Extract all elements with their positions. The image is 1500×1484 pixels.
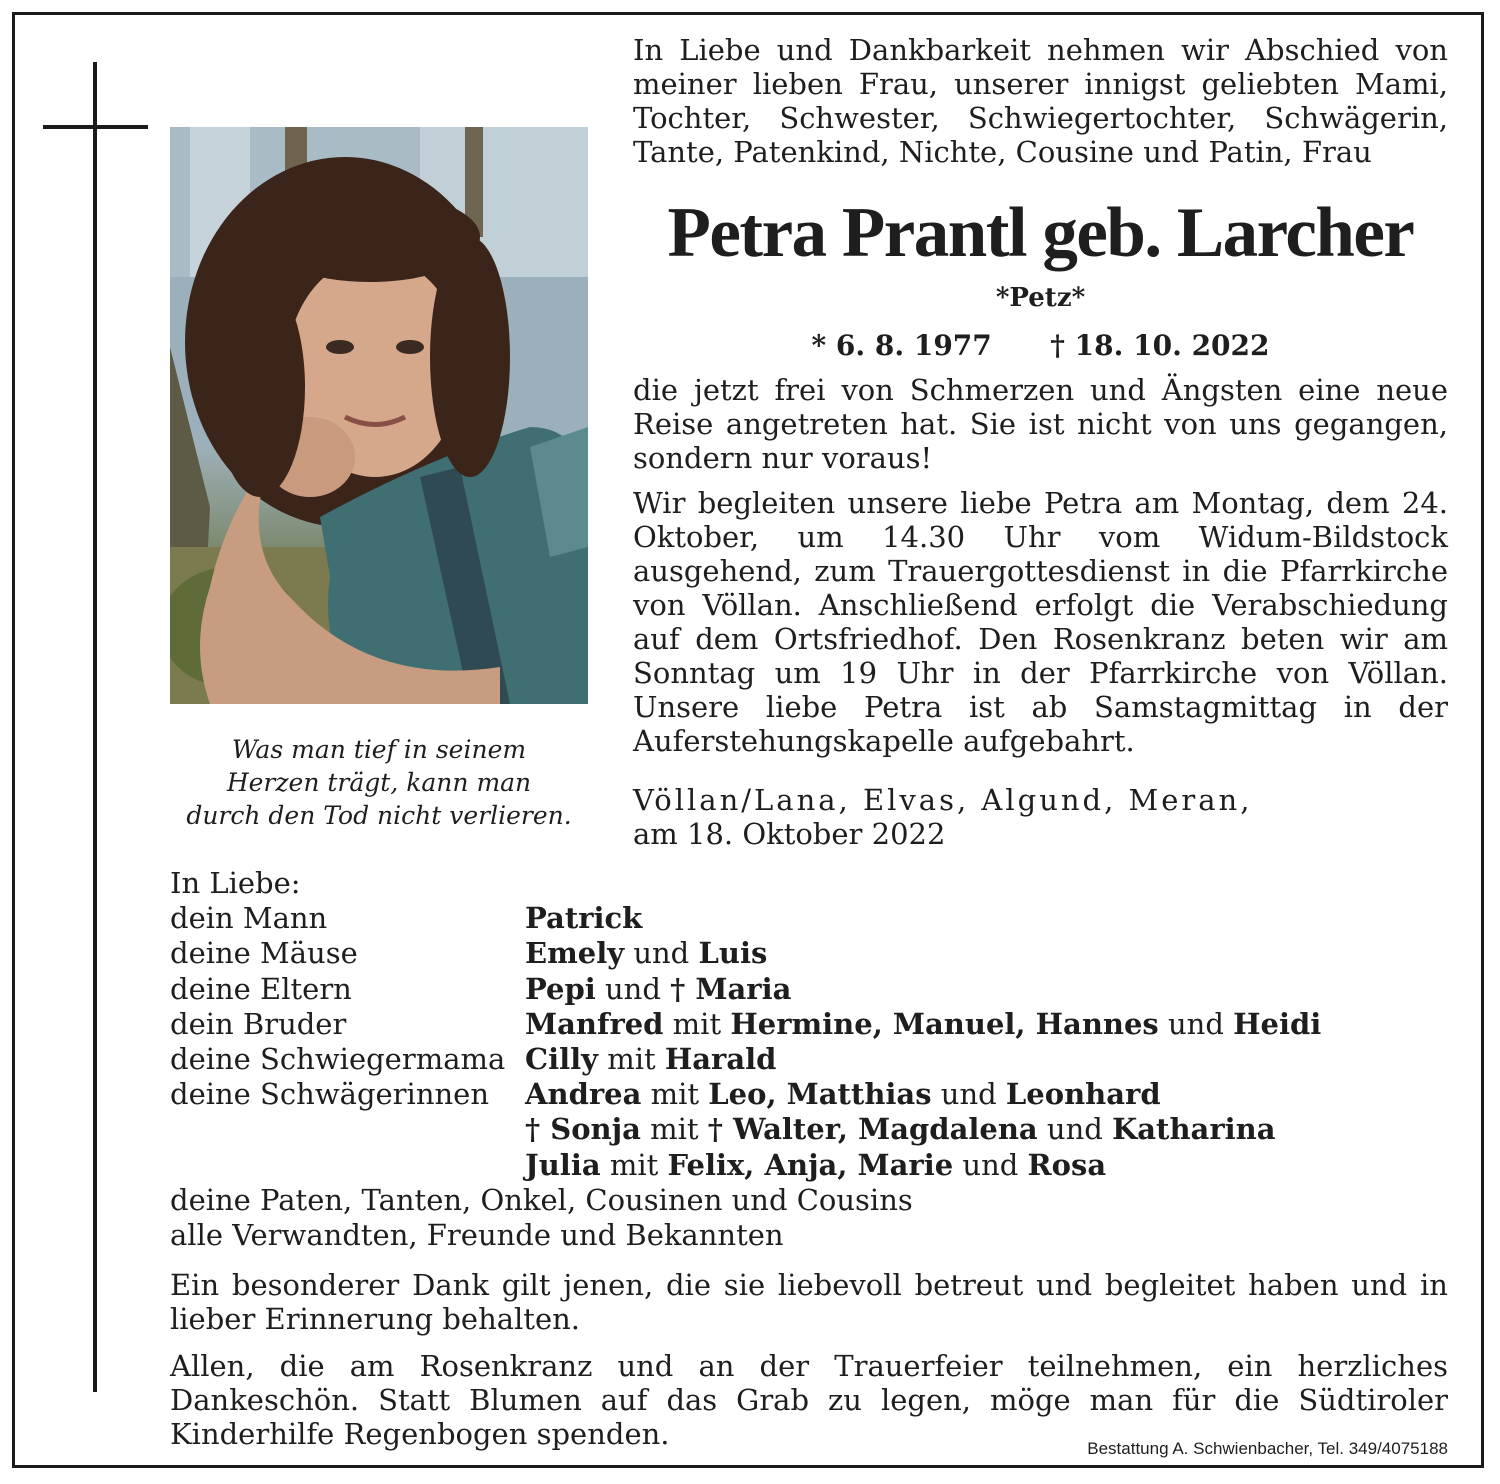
portrait-photo: [170, 127, 588, 704]
connector-text: und: [931, 1077, 1006, 1112]
paragraph-funeral: Wir begleiten unsere liebe Petra am Montag, dem 24. Oktober, um 14.30 Uhr vom Widum-Bildstock ausgehend, zum Trauergottesdienst in die Pfarrkirche von Völlan. Anschließend erfolgt die Verabschiedung auf dem Ortsfriedhof. Den Rosenkranz beten wir am Sonntag um 19 Uhr in der Pfarrkirche von Völlan. Unsere liebe Petra ist ab Samstagmittag in der Auferstehungskapelle aufgebahrt.: [633, 486, 1448, 758]
connector-text: mit: [641, 1077, 709, 1112]
family-closing: deine Paten, Tanten, Onkel, Cousinen und Cousins: [170, 1182, 913, 1217]
relative-name: Leonhard: [1005, 1077, 1161, 1112]
family-row: [170, 1112, 1450, 1147]
relation-label: deine Eltern: [170, 971, 352, 1006]
relative-name: Harald: [664, 1041, 777, 1076]
connector-text: mit: [600, 1147, 668, 1182]
relative-name: Rosa: [1027, 1147, 1107, 1182]
relative-names: [525, 1042, 776, 1077]
relative-name: † Maria: [670, 971, 792, 1006]
relation-label: deine Schwägerinnen: [170, 1077, 490, 1112]
relation-label: dein Bruder: [170, 1006, 347, 1041]
funeral-home-credit: Bestattung A. Schwienbacher, Tel. 349/4075188: [1087, 1439, 1448, 1458]
relative-name: Patrick: [525, 901, 643, 936]
cross-icon: [93, 62, 97, 1392]
relative-name: Luis: [698, 936, 768, 971]
date-line: am 18. Oktober 2022: [633, 817, 946, 851]
relative-name: † Walter, Magdalena: [707, 1112, 1038, 1147]
paragraph-journey: die jetzt frei von Schmerzen und Ängsten eine neue Reise angetreten hat. Sie ist nicht von uns gegangen, sondern nur voraus!: [633, 373, 1448, 475]
relative-name: Emely: [525, 936, 625, 971]
intro-text: In Liebe und Dankbarkeit nehmen wir Abschied von meiner lieben Frau, unserer innigst geliebten Mami, Tochter, Schwester, Schwiegertochter, Schwägerin, Tante, Patenkind, Nichte, Cousine und Patin, Frau: [633, 33, 1448, 169]
family-list: [170, 866, 1450, 1253]
family-row: [170, 972, 1450, 1007]
family-row: [170, 1007, 1450, 1042]
relative-name: Heidi: [1233, 1006, 1322, 1041]
family-row: [170, 1077, 1450, 1112]
family-row: [170, 901, 1450, 936]
connector-text: und: [953, 1147, 1028, 1182]
family-row: [170, 1042, 1450, 1077]
nickname: *Petz*: [995, 283, 1086, 313]
deceased-name: Petra Prantl geb. Larcher: [667, 194, 1414, 272]
relative-name: † Sonja: [525, 1112, 641, 1147]
relation-label: deine Mäuse: [170, 936, 358, 971]
connector-text: und: [1158, 1006, 1234, 1041]
relative-names: [525, 1007, 1321, 1042]
relative-names: [525, 936, 767, 971]
relative-name: Andrea: [525, 1077, 642, 1112]
relative-names: [525, 901, 642, 936]
connector-text: und: [624, 936, 699, 971]
relation-label: deine Schwiegermama: [170, 1041, 506, 1076]
relative-name: Cilly: [525, 1041, 598, 1076]
relative-name: Leo, Matthias: [708, 1077, 932, 1112]
connector-text: mit: [663, 1006, 731, 1041]
family-closing: alle Verwandten, Freunde und Bekannten: [170, 1217, 784, 1252]
relative-names: [525, 972, 791, 1007]
relation-label: dein Mann: [170, 901, 328, 936]
quote-line: Herzen trägt, kann man: [226, 768, 532, 797]
cross-icon-bar: [43, 125, 148, 129]
relative-name: Felix, Anja, Marie: [667, 1147, 954, 1182]
memorial-quote: [170, 733, 588, 832]
connector-text: und: [1037, 1112, 1113, 1147]
place-line: Völlan/Lana, Elvas, Algund, Meran,: [633, 783, 1253, 817]
quote-line: durch den Tod nicht verlieren.: [186, 801, 572, 830]
thanks-paragraph: Ein besonderer Dank gilt jenen, die sie liebevoll betreut und begleitet haben und in lieber Erinnerung behalten.: [170, 1268, 1448, 1336]
relative-name: Hermine, Manuel, Hannes: [730, 1006, 1159, 1041]
life-dates: [633, 329, 1448, 363]
relative-names: [525, 1077, 1161, 1112]
thanks-paragraph: Allen, die am Rosenkranz und an der Trauerfeier teilnehmen, ein herzliches Dankeschön. Statt Blumen auf das Grab zu legen, möge man für die Südtiroler Kinderhilfe Regenbogen spenden.: [170, 1349, 1448, 1451]
relative-name: Julia: [525, 1147, 601, 1182]
birth-date: * 6. 8. 1977: [811, 329, 992, 362]
relative-names: [525, 1148, 1106, 1183]
family-row: [170, 1148, 1450, 1183]
connector-text: mit: [597, 1041, 665, 1076]
family-row: [170, 936, 1450, 971]
relative-name: Manfred: [525, 1006, 664, 1041]
relative-name: Katharina: [1112, 1112, 1276, 1147]
quote-line: Was man tief in seinem: [231, 735, 527, 764]
relative-name: Pepi: [525, 971, 596, 1006]
death-date: † 18. 10. 2022: [1050, 329, 1270, 362]
family-heading: In Liebe:: [170, 866, 301, 900]
place-and-date: [633, 783, 1448, 851]
relative-names: [525, 1112, 1276, 1147]
connector-text: und: [595, 971, 671, 1006]
connector-text: mit: [640, 1112, 708, 1147]
